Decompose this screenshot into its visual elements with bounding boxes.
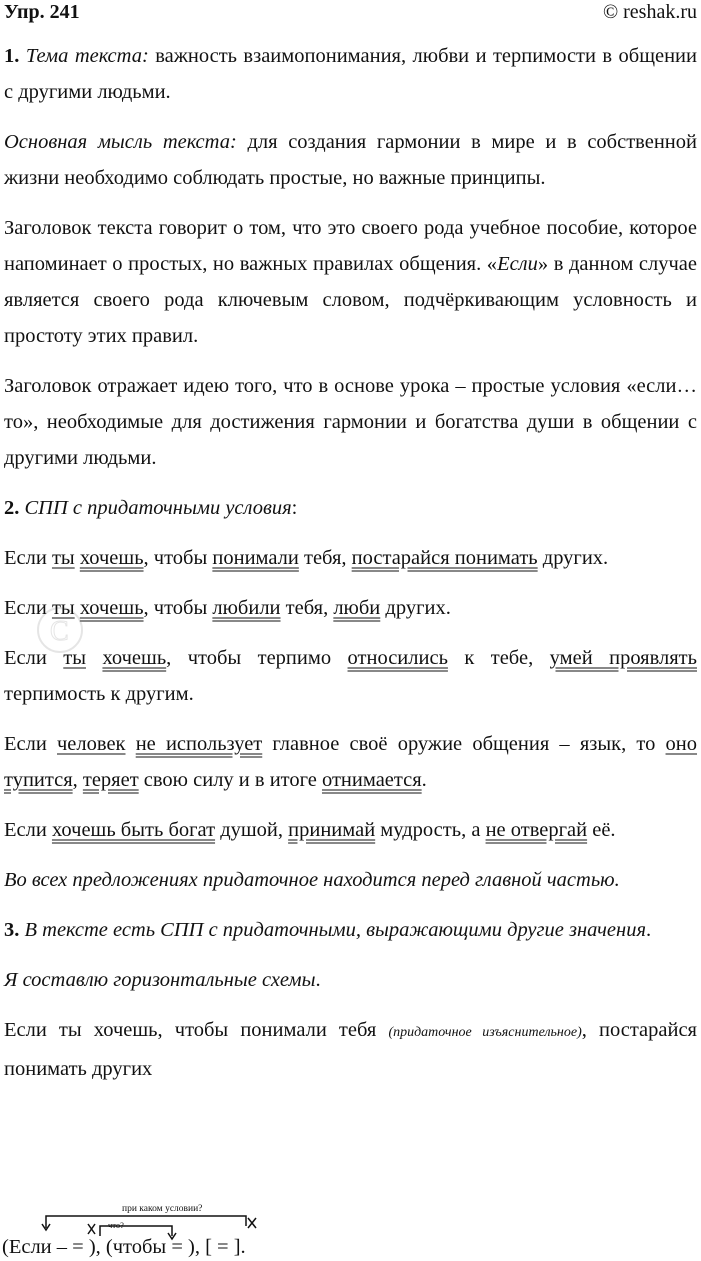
paragraph [4,726,697,798]
text [86,647,102,669]
text: Если ты хочешь, чтобы понимали тебя [4,1019,389,1041]
text: Если [4,647,64,669]
text: других. [537,547,609,569]
scheme-formula: (Если – = ), (чтобы = ), [ = ]. [2,1236,246,1258]
document-body [4,38,697,1101]
italic-text: СПП с придаточными условия [24,497,292,519]
predicate: хочешь [79,597,144,619]
predicate: хочешь быть богат [51,819,216,841]
predicate: любили [212,597,281,619]
paragraph [4,1012,697,1087]
paragraph [4,540,697,576]
predicate: тупится [4,769,73,791]
text: , чтобы [143,547,213,569]
subject: ты [51,597,75,619]
text: . [421,769,427,791]
italic-text: Я составлю горизонтальные схемы [4,969,316,991]
text: » в данном случае является своего рода ключевым словом, подчёркивающим условность и простоту этих правил. [4,253,697,347]
italic-text: В тексте есть СПП с придаточными, выражающими другие значения [24,919,646,941]
predicate: хочешь [79,547,144,569]
item-number: 2. [4,497,25,519]
text: Заголовок отражает идею того, что в основе урока – простые условия «если… то», необходимые для достижения гармонии и богатства души в общении с другими людьми. [4,375,697,469]
paragraph [4,862,697,898]
subject: ты [51,547,75,569]
predicate: умей проявлять [549,647,697,669]
text: тебя, [280,597,334,619]
predicate: постарайся понимать [351,547,538,569]
predicate: не использует [135,733,263,755]
text: , [72,769,83,791]
italic-text: Если [497,253,538,275]
paragraph [4,912,697,948]
paragraph [4,368,697,476]
italic-text: Основная мысль текста: [4,131,237,153]
subject: ты [63,647,86,669]
text: мудрость, а [375,819,486,841]
text: Если [4,597,52,619]
paragraph [4,812,697,848]
text: других. [380,597,451,619]
predicate: люби [333,597,381,619]
text: душой, [215,819,289,841]
text: свою силу и в итоге [138,769,322,791]
paragraph [4,124,697,196]
text: . [645,919,652,941]
italic-text: Тема текста: [25,45,149,67]
predicate: хочешь [102,647,167,669]
text: Если [4,547,52,569]
italic-text: Во всех предложениях придаточное находится перед главной частью. [4,869,620,891]
text [126,733,136,755]
svg-text:C: C [50,616,69,647]
paragraph [4,490,697,526]
note: (придаточное изъяснительное) [388,1025,582,1040]
text: , постарайся понимать других [4,1019,697,1080]
text: . [315,969,321,991]
text: главное своё оружие общения – язык, то [262,733,666,755]
text: , чтобы терпимо [166,647,348,669]
text: Если [4,733,57,755]
text: Заголовок текста говорит о том, что это своего рода учебное пособие, которое напоминает о простых, но важных правилах общения. « [4,217,697,275]
predicate: понимали [212,547,299,569]
item-number: 3. [4,919,25,941]
paragraph [4,590,697,626]
text: Если [4,819,52,841]
paragraph [4,38,697,110]
paragraph [4,210,697,354]
text: терпимость к другим. [4,683,194,705]
paragraph [4,962,697,998]
page-header [4,0,697,24]
text: для создания гармонии в мире и в собственной жизни необходимо соблюдать простые, но важные принципы. [4,131,697,189]
text: её. [587,819,616,841]
predicate: относились [347,647,448,669]
exercise-title: Упр. 241 [4,1,80,23]
subject: человек [57,733,126,755]
text: : [291,497,298,519]
text: к тебе, [447,647,550,669]
text: тебя, [298,547,352,569]
predicate: теряет [82,769,139,791]
predicate: принимай [288,819,376,841]
item-number: 1. [4,45,26,67]
predicate: не отвергай [485,819,588,841]
subject: оно [665,733,698,755]
copyright: © reshak.ru [602,1,697,23]
text: , чтобы [143,597,213,619]
scheme-question-what: что? [108,1220,124,1230]
text: важность взаимопонимания, любви и терпимости в общении с другими людьми. [4,45,697,103]
paragraph [4,640,697,712]
predicate: отнимается [321,769,422,791]
scheme-question-condition: при каком условии? [122,1204,203,1214]
